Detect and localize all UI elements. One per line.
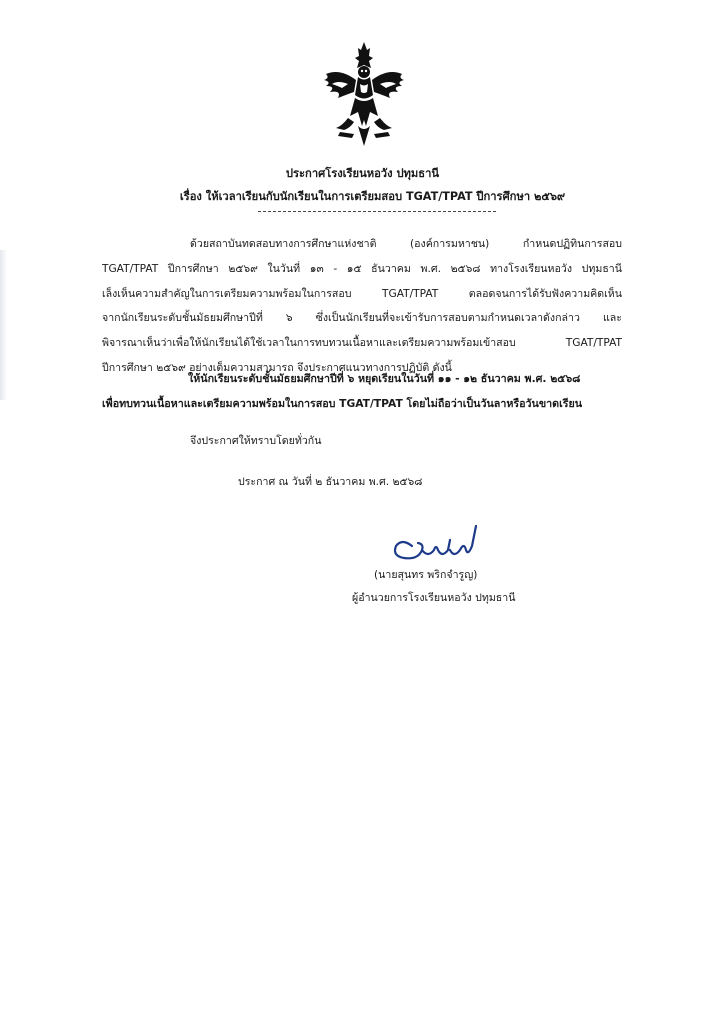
body-paragraph bbox=[102, 232, 622, 381]
signer-name: (นายสุนทร พริกจำรูญ) bbox=[374, 569, 478, 581]
announcement-directive bbox=[102, 366, 662, 416]
directive-line: ให้นักเรียนระดับชั้นมัธยมศึกษาปีที่ ๖ หยุดเรียนในวันที่ ๑๑ - ๑๒ ธันวาคม พ.ศ. ๒๕๖๘ bbox=[188, 372, 581, 385]
paragraph-line: ด้วยสถาบันทดสอบทางการศึกษาแห่งชาติ (องค์การมหาชน) กำหนดปฏิทินการสอบ bbox=[190, 238, 622, 250]
garuda-emblem-icon bbox=[318, 40, 410, 148]
directive-line: เพื่อทบทวนเนื้อหาและเตรียมความพร้อมในการสอบ TGAT/TPAT โดยไม่ถือว่าเป็นวันลาหรือวันขาดเรียน bbox=[102, 397, 583, 410]
paragraph-line: จากนักเรียนระดับชั้นมัธยมศึกษาปีที่ ๖ ซึ่งเป็นนักเรียนที่จะเข้ารับการสอบตามกำหนดเวลาดังกล่าว และ bbox=[102, 312, 622, 325]
handwritten-signature bbox=[388, 516, 498, 566]
announcement-date: ประกาศ ณ วันที่ ๒ ธันวาคม พ.ศ. ๒๕๖๘ bbox=[238, 476, 423, 488]
announcement-title: ประกาศโรงเรียนหอวัง ปทุมธานี bbox=[285, 167, 440, 180]
signer-position: ผู้อำนวยการโรงเรียนหอวัง ปทุมธานี bbox=[352, 592, 516, 604]
closing-statement: จึงประกาศให้ทราบโดยทั่วกัน bbox=[190, 435, 322, 447]
paragraph-line: พิจารณาเห็นว่าเพื่อให้นักเรียนได้ใช้เวลาในการทบทวนเนื้อหาและเตรียมความพร้อมเข้าสอบ TGAT/TPAT bbox=[102, 337, 622, 350]
scan-edge-mark bbox=[0, 250, 7, 400]
paragraph-line: ปีการศึกษา ๒๕๖๙ อย่างเต็มความสามารถ จึงประกาศแนวทางการปฏิบัติ ดังนี้ bbox=[102, 361, 452, 374]
paragraph-line: TGAT/TPAT ปีการศึกษา ๒๕๖๙ ในวันที่ ๑๓ - ๑๕ ธันวาคม พ.ศ. ๒๕๖๘ ทางโรงเรียนหอวัง ปทุมธานี bbox=[102, 262, 622, 275]
heading-divider bbox=[258, 211, 496, 212]
paragraph-line: เล็งเห็นความสำคัญในการเตรียมความพร้อมในการสอบ TGAT/TPAT ตลอดจนการได้รับฟังความคิดเห็น bbox=[102, 287, 622, 300]
announcement-subject: เรื่อง ให้เวลาเรียนกับนักเรียนในการเตรียมสอบ TGAT/TPAT ปีการศึกษา ๒๕๖๙ bbox=[179, 190, 566, 203]
